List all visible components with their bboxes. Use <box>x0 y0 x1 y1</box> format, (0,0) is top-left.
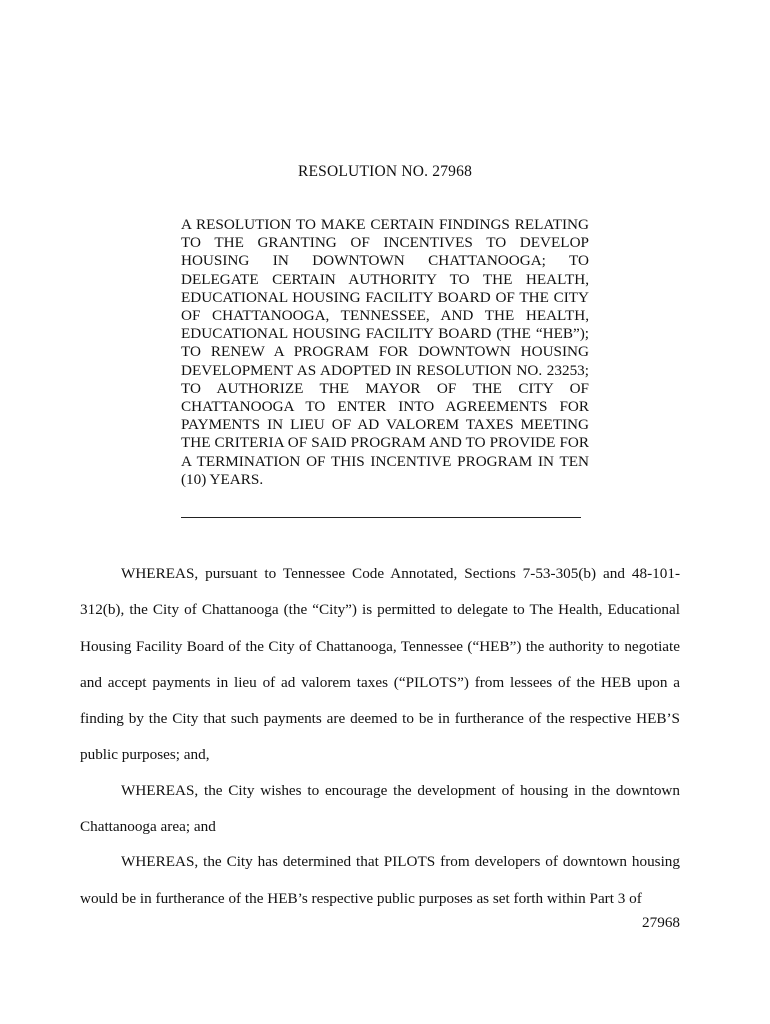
whereas-paragraph-1: WHEREAS, pursuant to Tennessee Code Annotated, Sections 7-53-305(b) and 48-101-312(b), the City of Chattanooga (the “City”) is permitted to delegate to The Health, Educational Housing Facility Board of the City of Chattanooga, Tennessee (“HEB”) the authority to negotiate and accept payments in lieu of ad valorem taxes (“PILOTS”) from lessees of the HEB upon a finding by the City that such payments are deemed to be in furtherance of the respective HEB’S public purposes; and, <box>80 565 680 764</box>
whereas-paragraph-2: WHEREAS, the City wishes to encourage the development of housing in the downtown Chattanooga area; and <box>80 781 680 836</box>
whereas-paragraph-3: WHEREAS, the City has determined that PILOTS from developers of downtown housing would be in furtherance of the HEB’s respective public purposes as set forth within Part 3 of <box>80 853 680 907</box>
page-number: 27968 <box>642 914 680 931</box>
resolution-title: RESOLUTION NO. 27968 <box>297 163 473 180</box>
resolution-body <box>80 556 680 917</box>
resolution-caption: A RESOLUTION TO MAKE CERTAIN FINDINGS RELATING TO THE GRANTING OF INCENTIVES TO DEVELOP HOUSING IN DOWNTOWN CHATTANOOGA; TO DELEGATE CERTAIN AUTHORITY TO THE HEALTH, EDUCATIONAL HOUSING FACILITY BOARD OF THE CITY OF CHATTANOOGA, TENNESSEE, AND THE HEALTH, EDUCATIONAL HOUSING FACILITY BOARD (THE “HEB”); TO RENEW A PROGRAM FOR DOWNTOWN HOUSING DEVELOPMENT AS ADOPTED IN RESOLUTION NO. 23253; TO AUTHORIZE THE MAYOR OF THE CITY OF CHATTANOOGA TO ENTER INTO AGREEMENTS FOR PAYMENTS IN LIEU OF AD VALOREM TAXES MEETING THE CRITERIA OF SAID PROGRAM AND TO PROVIDE FOR A TERMINATION OF THIS INCENTIVE PROGRAM IN TEN (10) YEARS. <box>181 216 589 488</box>
caption-divider <box>181 517 581 518</box>
